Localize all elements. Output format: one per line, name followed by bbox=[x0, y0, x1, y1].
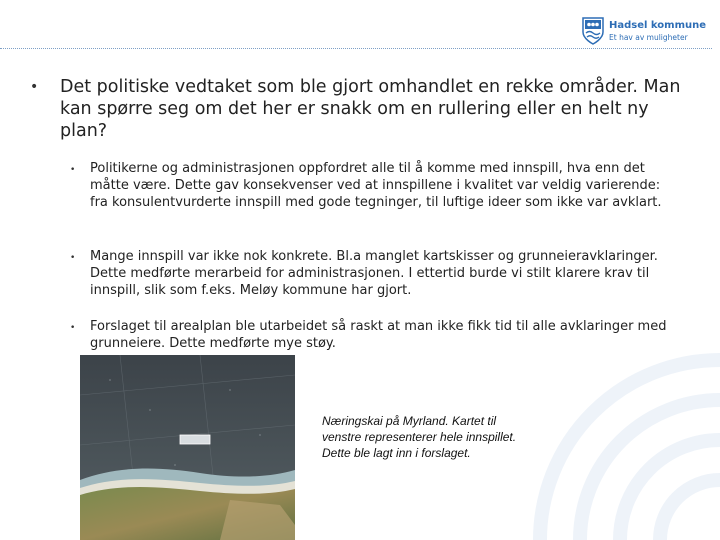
sub-bullet-marker: • bbox=[70, 165, 76, 175]
sub-bullet-text-2: Mange innspill var ikke nok konkrete. Bl.a manglet kartskisser og grunneieravklaringer. Dette medførte merarbeid for administrasjonen. I ettertid burde vi stilt klarere krav til innspill, slik som f.eks. Meløy kommune har gjort. bbox=[90, 249, 658, 298]
aerial-map-image bbox=[80, 355, 295, 540]
sub-bullet-text-3: Forslaget til arealplan ble utarbeidet så raskt at man ikke fikk tid til alle avklaringer med grunneiere. Dette medførte mye støy. bbox=[90, 319, 667, 351]
coat-of-arms-icon bbox=[582, 17, 604, 45]
sub-bullet-text-1: Politikerne og administrasjonen oppfordret alle til å komme med innspill, hva enn det måtte være. Dette gav konsekvenser ved at innspillene i kvalitet var veldig varierende: fra konsulentvurderte innspill med gode tegninger, til luftige ideer som ikke var avklart. bbox=[90, 161, 662, 210]
sub-bullet-marker: • bbox=[70, 253, 76, 263]
hadsel-kommune-logo bbox=[582, 17, 707, 49]
main-bullet-marker: • bbox=[30, 79, 39, 95]
main-bullet-text: Det politiske vedtaket som ble gjort omhandlet en rekke områder. Man kan spørre seg om det her er snakk om en rullering eller en helt ny plan? bbox=[60, 77, 681, 141]
logo-name: Hadsel kommune bbox=[609, 20, 707, 31]
logo-tagline: Et hav av muligheter bbox=[609, 33, 688, 42]
header-divider bbox=[0, 48, 712, 49]
map-caption: Næringskai på Myrland. Kartet til venstre representerer hele innspillet. Dette ble lagt inn i forslaget. bbox=[322, 414, 517, 460]
sub-bullet-marker: • bbox=[70, 323, 76, 333]
